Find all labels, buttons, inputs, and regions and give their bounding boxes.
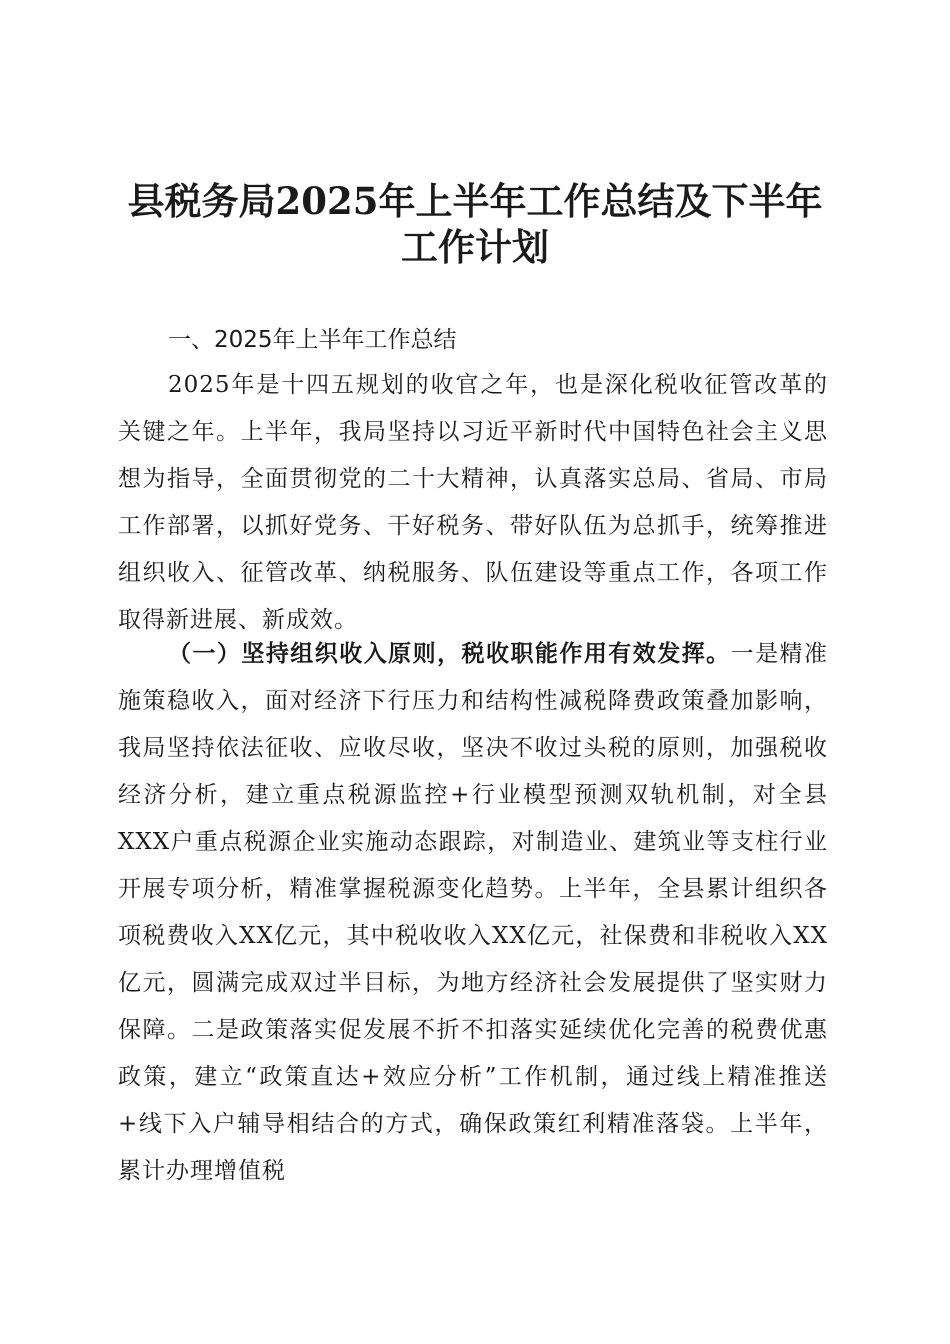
paragraph-revenue — [118, 630, 828, 1195]
paragraph-revenue-body: 一是精准施策稳收入，面对经济下行压力和结构性减税降费政策叠加影响，我局坚持依法征收、应收尽收，坚决不收过头税的原则，加强税收经济分析，建立重点税源监控+行业模型预测双轨机制，对全县XXX户重点税源企业实施动态跟踪，对制造业、建筑业等支柱行业开展专项分析，精准掌握税源变化趋势。上半年，全县累计组织各项税费收入XX亿元，其中税收收入XX亿元，社保费和非税收入XX亿元，圆满完成双过半目标，为地方经济社会发展提供了坚实财力保障。二是政策落实促发展不折不扣落实延续优化完善的税费优惠政策，建立“政策直达+效应分析”工作机制，通过线上精准推送+线下入户辅导相结合的方式，确保政策红利精准落袋。上半年，累计办理增值税 — [118, 641, 829, 1184]
paragraph-intro: 2025年是十四五规划的收官之年，也是深化税收征管改革的关键之年。上半年，我局坚持以习近平新时代中国特色社会主义思想为指导，全面贯彻党的二十大精神，认真落实总局、省局、市局工作部署，以抓好党务、干好税务、带好队伍为总抓手，统筹推进组织收入、征管改革、纳税服务、队伍建设等重点工作，各项工作取得新进展、新成效。 — [118, 372, 828, 633]
document-title: 县税务局2025年上半年工作总结及下半年工作计划 — [127, 179, 823, 269]
subheading-revenue: （一）坚持组织收入原则，税收职能作用有效发挥。 — [168, 640, 731, 667]
section-heading: 一、2025年上半年工作总结 — [168, 327, 457, 353]
